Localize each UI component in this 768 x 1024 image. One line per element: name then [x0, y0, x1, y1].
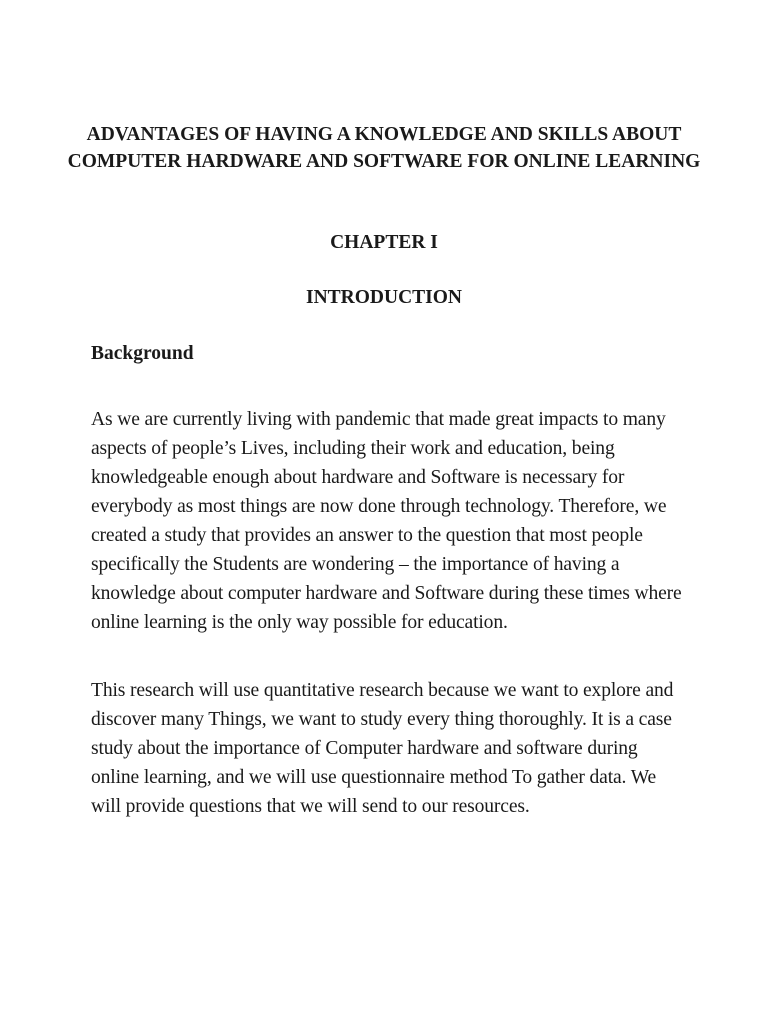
paragraph-1: As we are currently living with pandemic that made great impacts to many aspects of people’s Lives, including their work and education, being knowledgeable enough about hardware and Software is necessary for everybody as most things are now done through technology. Therefore, we created a study that provides an answer to the question that most people specifically the Students are wondering – the importance of having a knowledge about computer hardware and Software during these times where online learning is the only way possible for education. [91, 409, 682, 633]
paragraph-2: This research will use quantitative research because we want to explore and discover many Things, we want to study every thing thoroughly. It is a case study about the importance of Computer hardware and software during online learning, and we will use questionnaire method To gather data. We will provide questions that we will send to our resources. [91, 680, 674, 817]
section-heading: INTRODUCTION [305, 287, 463, 308]
chapter-heading: CHAPTER I [330, 232, 438, 253]
document-title: ADVANTAGES OF HAVING A KNOWLEDGE AND SKILLS ABOUT COMPUTER HARDWARE AND SOFTWARE FOR ONLINE LEARNING [67, 124, 701, 172]
background-subheading: Background [91, 343, 194, 364]
